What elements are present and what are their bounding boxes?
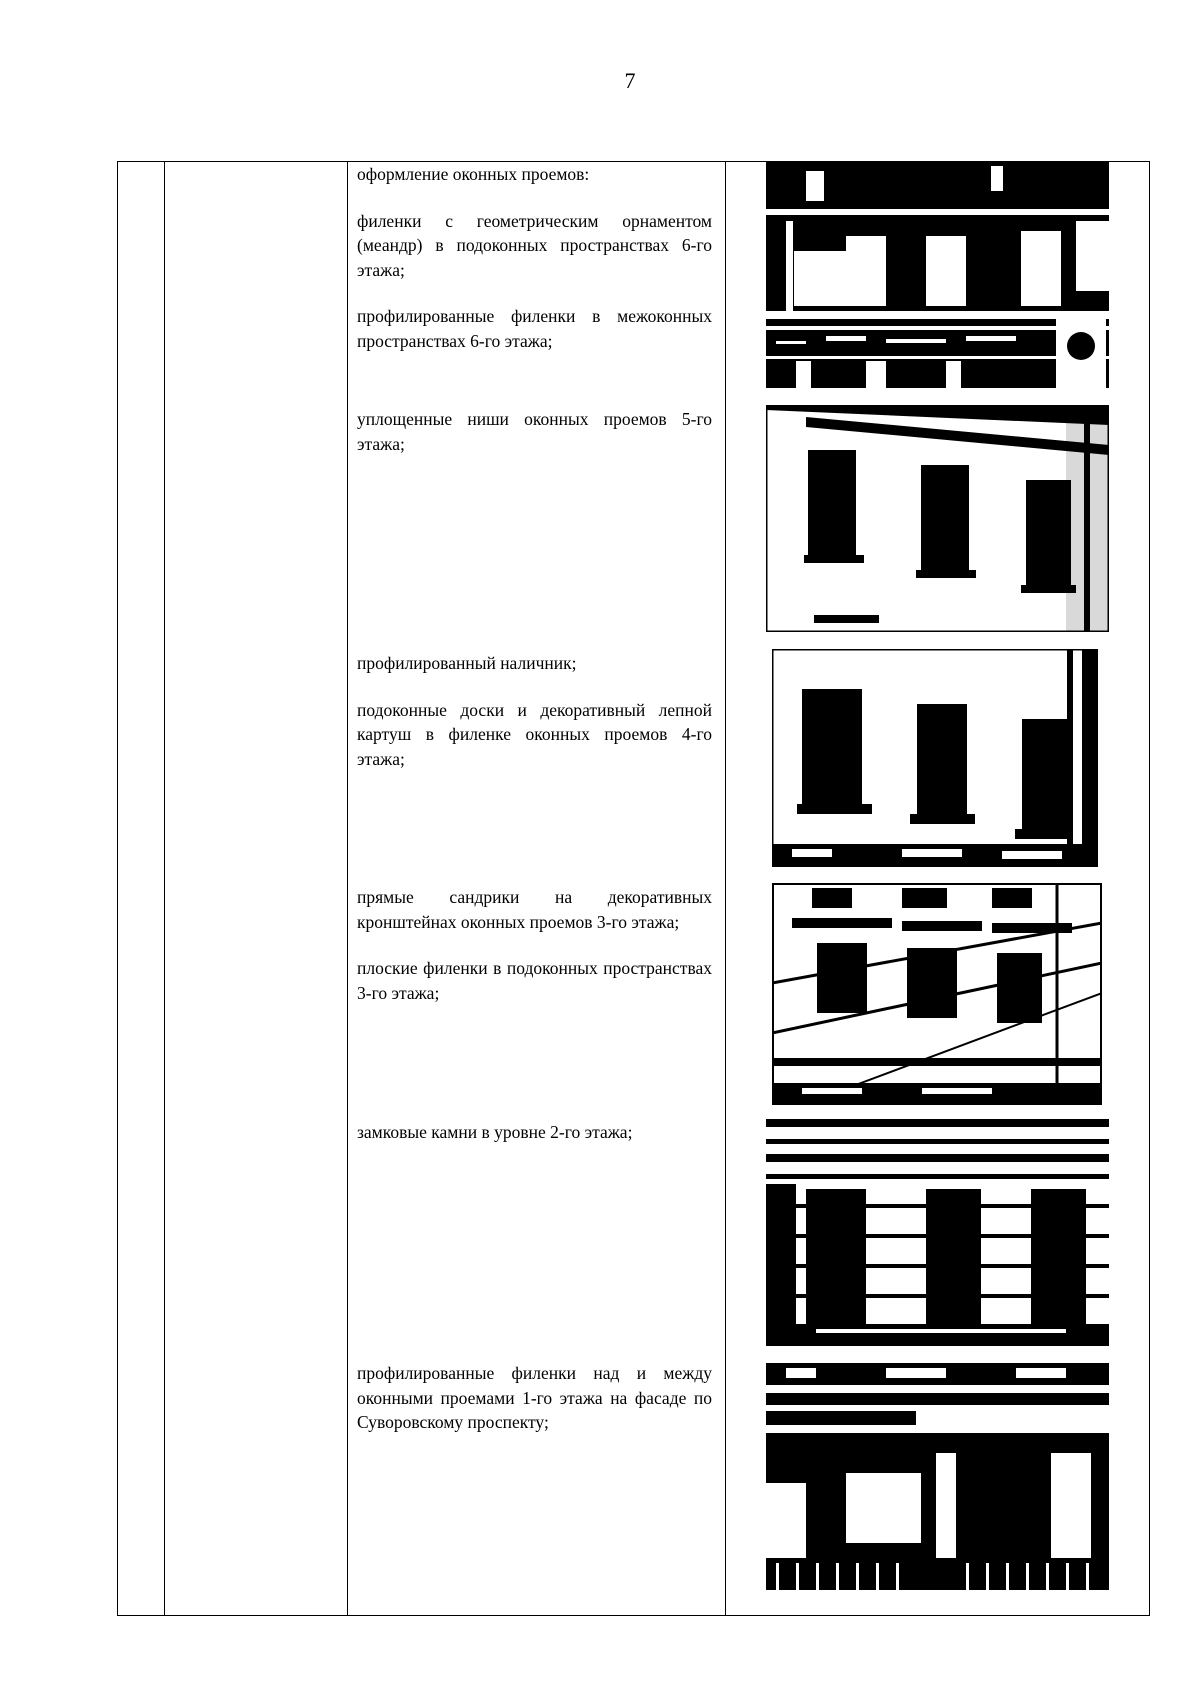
row-5-paragraph-1: замковые камни в уровне 2-го этажа; [357,1122,633,1142]
column-divider-2 [347,162,348,1615]
row-6-text [357,1361,712,1457]
row-1-text [357,162,712,375]
row-6-paragraph-1: профилированные филенки над и между оконными проемами 1-го этажа на фасаде по Суворовскому проспекту; [357,1363,712,1432]
facade-5th-floor-photo [766,405,1109,632]
facade-4th-floor-photo [772,649,1098,867]
row-3-text [357,651,712,793]
row-2-paragraph-1: уплощенные ниши оконных проемов 5-го этажа; [357,409,712,454]
row-3-paragraph-2: подоконные доски и декоративный лепной картуш в филенке оконных проемов 4-го этажа; [357,699,712,769]
facade-6th-floor-photo [766,161,1109,388]
facade-1st-floor-photo [766,1363,1109,1590]
column-divider-3 [725,162,726,1615]
row-3-paragraph-1: профилированный наличник; [357,653,577,673]
row-4-paragraph-2: плоские филенки в подоконных пространствах 3-го этажа; [357,958,712,1003]
row-5-text [357,1120,712,1167]
page-number: 7 [624,68,636,93]
row-2-text [357,407,712,478]
row-1-paragraph-3: профилированные филенки в межоконных пространствах 6-го этажа; [357,306,712,351]
column-divider-1 [164,162,165,1615]
facade-3rd-floor-photo [772,883,1102,1105]
row-1-paragraph-2: филенки с геометрическим орнаментом (меандр) в подоконных пространствах 6-го этажа; [357,210,712,280]
row-1-paragraph-1: оформление оконных проемов: [357,164,590,184]
row-4-text [357,885,712,1027]
facade-2nd-floor-photo [766,1119,1109,1346]
row-4-paragraph-1: прямые сандрики на декоративных кронштейнах оконных проемов 3-го этажа; [357,887,712,932]
